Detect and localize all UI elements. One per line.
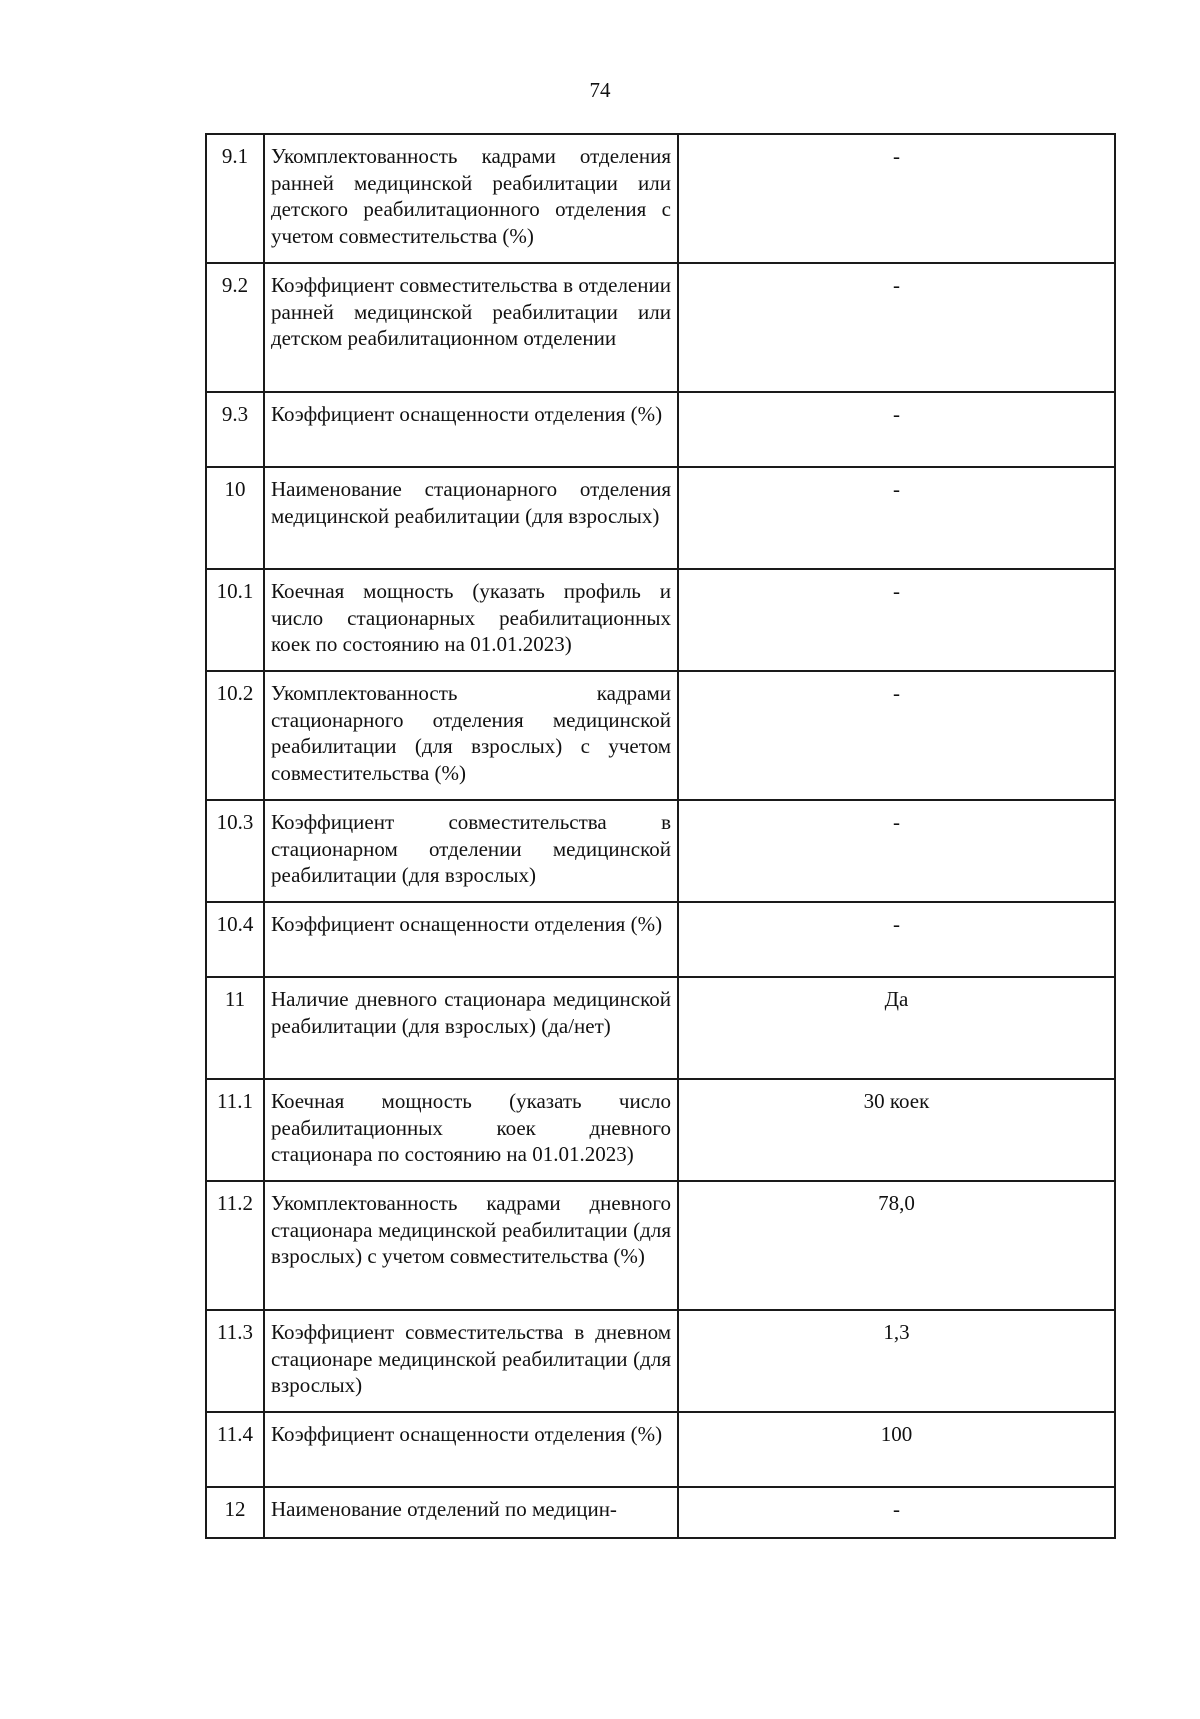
row-value: 30 коек xyxy=(678,1079,1115,1181)
page-number: 74 xyxy=(589,78,611,102)
row-description: Коэффициент оснащенности отделения (%) xyxy=(264,1412,678,1487)
row-value: - xyxy=(678,134,1115,263)
row-description: Коэффициент совместительства в отделении ранней медицинской реабилитации или детском реабилитационном отделении xyxy=(264,263,678,392)
row-number: 9.1 xyxy=(206,134,264,263)
row-description: Укомплектованность кадрами стационарного отделения медицинской реабилитации (для взрослых) с учетом совместительства (%) xyxy=(264,671,678,800)
row-description: Укомплектованность кадрами отделения ранней медицинской реабилитации или детского реабилитационного отделения с учетом совместительства (%) xyxy=(264,134,678,263)
row-number: 10.2 xyxy=(206,671,264,800)
row-number: 10.3 xyxy=(206,800,264,902)
row-description: Наличие дневного стационара медицинской реабилитации (для взрослых) (да/нет) xyxy=(264,977,678,1079)
row-value: - xyxy=(678,467,1115,569)
table-row xyxy=(206,1310,1115,1412)
table-row xyxy=(206,392,1115,467)
table-row xyxy=(206,671,1115,800)
row-value: - xyxy=(678,392,1115,467)
table-row xyxy=(206,800,1115,902)
row-number: 10.4 xyxy=(206,902,264,977)
row-description: Коечная мощность (указать число реабилитационных коек дневного стационара по состоянию на 01.01.2023) xyxy=(264,1079,678,1181)
table-row xyxy=(206,977,1115,1079)
row-value: - xyxy=(678,902,1115,977)
row-number: 10.1 xyxy=(206,569,264,671)
table-row xyxy=(206,1079,1115,1181)
row-description: Коэффициент оснащенности отделения (%) xyxy=(264,902,678,977)
row-description: Коечная мощность (указать профиль и число стационарных реабилитационных коек по состоянию на 01.01.2023) xyxy=(264,569,678,671)
row-value: Да xyxy=(678,977,1115,1079)
indicator-table xyxy=(205,133,1116,1539)
row-number: 12 xyxy=(206,1487,264,1538)
row-number: 11.1 xyxy=(206,1079,264,1181)
row-value: 100 xyxy=(678,1412,1115,1487)
row-number: 9.3 xyxy=(206,392,264,467)
row-value: 78,0 xyxy=(678,1181,1115,1310)
row-value: 1,3 xyxy=(678,1310,1115,1412)
row-number: 11.3 xyxy=(206,1310,264,1412)
row-description: Укомплектованность кадрами дневного стационара медицинской реабилитации (для взрослых) с учетом совместительства (%) xyxy=(264,1181,678,1310)
row-description: Наименование отделений по медицин- xyxy=(264,1487,678,1538)
table-row xyxy=(206,1487,1115,1538)
table-row xyxy=(206,134,1115,263)
row-value: - xyxy=(678,569,1115,671)
table-row xyxy=(206,902,1115,977)
row-description: Коэффициент совместительства в стационарном отделении медицинской реабилитации (для взрослых) xyxy=(264,800,678,902)
table-row xyxy=(206,1412,1115,1487)
row-value: - xyxy=(678,1487,1115,1538)
row-number: 11.2 xyxy=(206,1181,264,1310)
table-row xyxy=(206,569,1115,671)
table-row xyxy=(206,263,1115,392)
row-number: 9.2 xyxy=(206,263,264,392)
row-number: 11 xyxy=(206,977,264,1079)
row-description: Коэффициент оснащенности отделения (%) xyxy=(264,392,678,467)
table-row xyxy=(206,1181,1115,1310)
row-value: - xyxy=(678,263,1115,392)
row-description: Наименование стационарного отделения медицинской реабилитации (для взрослых) xyxy=(264,467,678,569)
table-row xyxy=(206,467,1115,569)
row-value: - xyxy=(678,800,1115,902)
row-value: - xyxy=(678,671,1115,800)
row-number: 10 xyxy=(206,467,264,569)
row-description: Коэффициент совместительства в дневном стационаре медицинской реабилитации (для взрослых) xyxy=(264,1310,678,1412)
row-number: 11.4 xyxy=(206,1412,264,1487)
